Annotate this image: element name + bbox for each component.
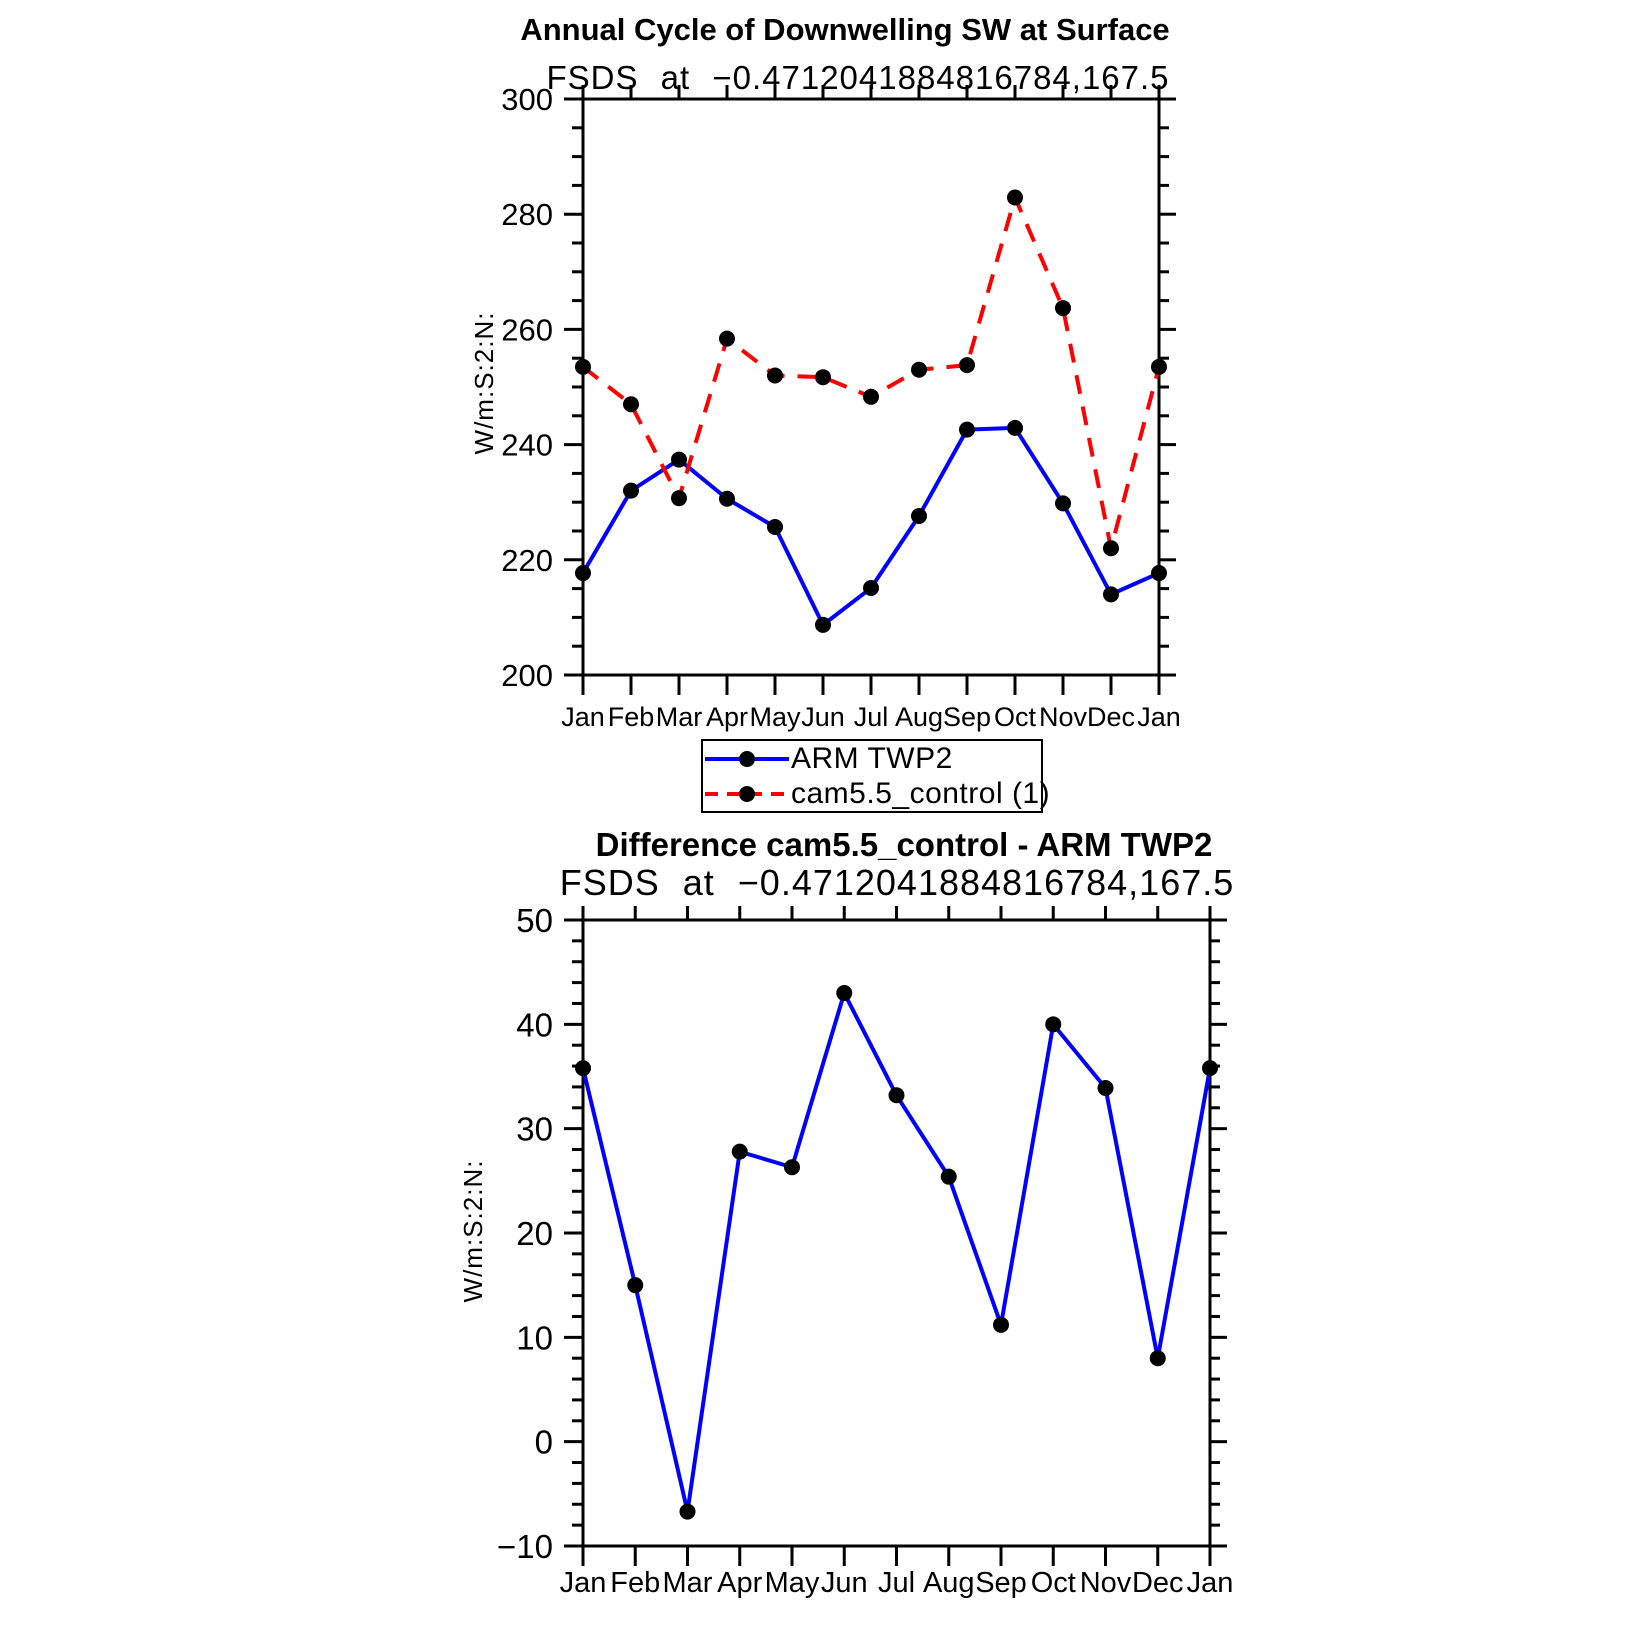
data-point-marker [671,490,687,506]
data-point-marker [1151,565,1167,581]
x-tick-label: Apr [717,1567,763,1599]
top-chart-y-axis-label: W/m:S:2:N: [469,311,499,455]
data-point-marker [1098,1080,1114,1096]
legend-label-arm-twp2: ARM TWP2 [791,741,953,775]
y-tick-label: 0 [534,1423,553,1461]
top-chart-title: Annual Cycle of Downwelling SW at Surface [520,12,1170,47]
legend-label-cam55-control: cam5.5_control (1) [791,776,1051,810]
x-tick-label: Mar [655,702,703,732]
data-point-marker [993,1317,1009,1333]
y-tick-label: 200 [501,658,553,693]
y-tick-label: −10 [497,1528,553,1565]
plot-frame [583,920,1210,1546]
data-point-marker [784,1159,800,1175]
x-tick-label: Feb [610,1567,661,1599]
x-tick-label: Dec [1131,1567,1184,1599]
data-point-marker [889,1087,905,1103]
legend-item-cam55-control [703,776,1051,811]
data-point-marker [623,483,639,499]
data-point-marker [863,389,879,405]
data-point-marker [815,617,831,633]
data-point-marker [911,508,927,524]
data-point-marker [623,396,639,412]
y-tick-label: 50 [516,902,553,939]
legend-line-sample-solid [703,749,791,769]
data-point-marker [1150,1350,1166,1366]
x-tick-label: Sep [942,702,992,732]
x-tick-label: Oct [1030,1567,1076,1599]
x-tick-label: Jan [559,1567,607,1599]
x-tick-label: May [764,1567,820,1599]
y-tick-label: 280 [501,197,553,233]
data-point-marker [627,1277,643,1293]
series-line-cam5-5-control-1- [583,197,1159,548]
data-point-marker [680,1504,696,1520]
data-point-marker [671,452,687,468]
data-point-marker [1007,189,1023,205]
legend-item-arm-twp2 [703,741,1041,776]
legend-marker-dot [739,786,755,802]
series-line-cam5-5-control-arm-twp2 [583,993,1210,1512]
x-tick-label: Jan [561,702,605,732]
x-tick-label: Aug [922,1567,975,1599]
x-tick-label: Dec [1086,702,1136,732]
data-point-marker [1103,540,1119,556]
x-tick-label: Jun [820,1567,868,1599]
data-point-marker [863,580,879,596]
x-tick-label: Apr [705,702,749,732]
data-point-marker [1055,300,1071,316]
x-tick-label: Jul [853,702,889,732]
x-tick-label: Jul [877,1567,916,1599]
data-point-marker [575,359,591,375]
data-point-marker [767,367,783,383]
x-tick-label: Nov [1038,702,1088,732]
y-tick-label: 220 [501,542,553,578]
x-tick-label: Oct [993,702,1037,732]
bottom-chart-subtitle: FSDS at −0.4712041884816784,167.5 [559,862,1235,903]
x-tick-label: Jun [801,702,845,732]
data-point-marker [815,369,831,385]
x-tick-label: Sep [975,1567,1027,1599]
x-tick-label: Mar [662,1567,713,1599]
x-tick-label: Aug [894,702,944,732]
y-tick-label: 30 [516,1110,553,1148]
data-point-marker [1007,420,1023,436]
data-point-marker [767,519,783,535]
data-point-marker [1151,359,1167,375]
legend-marker-dot [739,751,755,767]
x-tick-label: Jan [1137,702,1181,732]
data-point-marker [575,565,591,581]
legend-line-sample-dashed [703,784,791,804]
y-tick-label: 240 [501,427,553,463]
data-point-marker [719,491,735,507]
data-point-marker [941,1169,957,1185]
top-chart-subtitle: FSDS at −0.4712041884816784,167.5 [546,59,1170,96]
chart-annual-cycle [501,82,1181,732]
y-tick-label: 300 [501,82,553,117]
data-point-marker [1045,1016,1061,1032]
y-tick-label: 20 [516,1215,553,1252]
y-tick-label: 40 [516,1006,553,1044]
x-tick-label: Feb [607,702,655,732]
chart-difference [497,902,1233,1599]
bottom-chart-y-axis-label: W/m:S:2:N: [458,1159,488,1303]
legend [701,739,1051,813]
x-tick-label: Nov [1079,1567,1132,1599]
x-tick-label: May [749,702,801,732]
data-point-marker [719,331,735,347]
data-point-marker [911,362,927,378]
x-tick-label: Jan [1186,1567,1234,1599]
data-point-marker [732,1144,748,1160]
data-point-marker [575,1060,591,1076]
y-tick-label: 260 [501,312,553,348]
data-point-marker [959,357,975,373]
data-point-marker [1202,1060,1218,1076]
data-point-marker [836,985,852,1001]
data-point-marker [959,422,975,438]
data-point-marker [1103,586,1119,602]
data-point-marker [1055,495,1071,511]
bottom-chart-title: Difference cam5.5_control - ARM TWP2 [595,826,1213,863]
y-tick-label: 10 [516,1319,553,1357]
